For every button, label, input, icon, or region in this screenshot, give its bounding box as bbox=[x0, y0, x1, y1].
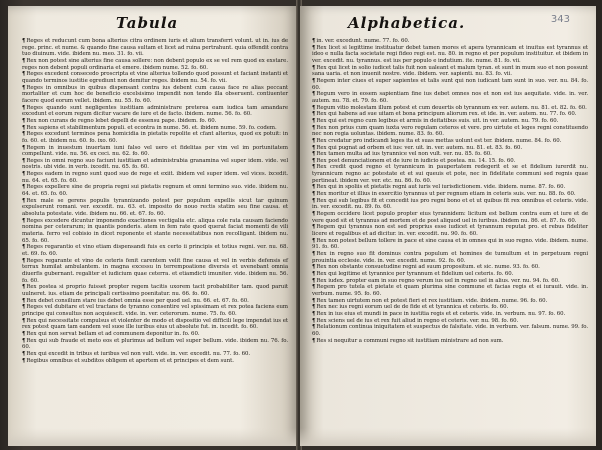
index-entry-text: Reges regarantio et vino etiam dispensandi fuis ex certo ii principis et totius regni. ver. nu. 68. et. 69. fo. 60. bbox=[22, 244, 288, 257]
index-entry bbox=[312, 125, 588, 138]
left-entries bbox=[22, 38, 288, 364]
pilcrow-mark: ¶ bbox=[312, 124, 316, 131]
index-entry-text: Rex non potest bellum tollere in pace et sine causa et in omnes qui in suo regno. vide. ibidem. nume. 91. fo. 60. bbox=[312, 237, 588, 251]
pilcrow-mark: ¶ bbox=[22, 144, 26, 151]
index-entry-text: Reges vel dubitare et vel tractans de tyranno consentire vel spissimam et rex potea faciens eum principe qui consultus non acquiescit. vide. in. ver. ceterorum. nume. 75. fo. 60. bbox=[22, 304, 288, 317]
pilcrow-mark: ¶ bbox=[22, 57, 26, 64]
index-entry bbox=[312, 138, 588, 145]
index-entry-text: Rex non obstante consuetudine regni ad suum propositum. et sic. nume. 93. fo. 60. bbox=[316, 264, 540, 271]
index-entry-text: Regibus omnibus et subditos obligem et apertem et et principes et dem sunt. bbox=[26, 357, 234, 364]
pilcrow-mark: ¶ bbox=[312, 317, 316, 324]
index-entry bbox=[22, 184, 288, 197]
index-entry-text: Rex male se gerens populis tyrannizando potest per populum expellis sicut tar quinum expulserunt romani. ver. excedit. nu. 63. et. imposito do nouo rectis statim seu fine causa. et absoluta potestate. vide. ibidem nu. 66. et. 67. fo. 60. bbox=[22, 197, 288, 218]
index-entry bbox=[22, 284, 288, 297]
index-entry-text: Rex qui pugnat ad orbem et ius: ver. uit. in. ver. autem. nu. 81. et. 83. fo. 60. bbox=[316, 144, 523, 151]
index-entry bbox=[312, 65, 588, 78]
index-entry-text: Reges expellere sine de propria regni sui pietatis regnum et omni termino suo. vide. ibidem nu. 64. et. 65. fo. 60. bbox=[22, 184, 288, 198]
pilcrow-mark: ¶ bbox=[312, 304, 316, 311]
pilcrow-mark: ¶ bbox=[22, 257, 26, 264]
index-entry-text: Rex qui legitime et tyrannice per tyrannum et fidelium uel ceteris. fo. 60. bbox=[316, 270, 514, 277]
pilcrow-mark: ¶ bbox=[312, 270, 316, 277]
pilcrow-mark: ¶ bbox=[312, 277, 316, 284]
index-entry bbox=[312, 151, 588, 158]
pilcrow-mark: ¶ bbox=[22, 297, 26, 304]
index-entry bbox=[22, 198, 288, 218]
index-entry bbox=[22, 331, 288, 338]
page-edge-shadow bbox=[8, 428, 298, 446]
index-entry-text: Reges quando sunt negligentes iustitiam administrare preterea eam iudica tam amandare excedunt et eorum regum dicitur vacare de iure et de facto. ibidem. nume. 56. fo. 60. bbox=[22, 104, 288, 118]
pilcrow-mark: ¶ bbox=[312, 164, 316, 171]
index-entry-text: Rex in regno suo fit dominus contra populum et homines de tumultum et in perpetuum regni prouintia ecclesie. vide. in. ver. excedit. nume. 92. fo. 60. bbox=[312, 251, 588, 264]
index-entry-text: in. ver. excedunt. nume. 77. fo. 60. bbox=[316, 38, 410, 44]
index-entry bbox=[22, 38, 288, 58]
index-entry-text: Regem qui tyrannus non est sed proprius esse iudicet et tyrannum reputat pro. et rebus fideliter licere et regalibus et ad dicitur. in. ver. excedit. nu. 90. fo. 60. bbox=[312, 224, 588, 238]
index-entry bbox=[312, 338, 588, 345]
index-entry-text: Reges et reducunt cum bona alterius citra ordinem iuris et alium transferri volunt. ut in. ius de rege. princ. et nume. & quando fine causa sultam et licet ad ruina pertrahunt. quia offendit contra tuo diuinum. vide. ibidem nu. meo. 31. fo. vii. bbox=[22, 38, 288, 58]
index-entry-text: Regum vero in eosem sapientiam fine ius debet omnes nos et non est ius aequitate. vide. in. ver. autem. nu. 78. et. 79. fo. 60. bbox=[312, 91, 588, 104]
index-entry-text: Rex qui habens ad sue uitam et bona principum aliorum rex. et ide. in. ver. autem. nu. 77. fo. 60. bbox=[316, 111, 577, 118]
index-entry-text: Rex non potest sine alterius fine causa sollere: non debent populo ex se vel rem quod ex exstare. reges non debent populi ordinaria et emere. ibidem nume. 52. fo. 60. bbox=[22, 57, 288, 71]
index-entry-text: Regem inter ciues et super sapientes et talis sunt qui non iudicant tam sunt in suo. ver. nu. 84. fo. 60. bbox=[312, 77, 588, 91]
index-entry bbox=[22, 304, 288, 317]
index-entry bbox=[312, 105, 588, 112]
pilcrow-mark: ¶ bbox=[312, 310, 316, 317]
index-entry bbox=[312, 145, 588, 152]
index-entry bbox=[22, 244, 288, 257]
index-entry bbox=[312, 251, 588, 264]
pilcrow-mark: ¶ bbox=[312, 284, 316, 291]
index-entry bbox=[22, 145, 288, 158]
right-page bbox=[300, 6, 596, 446]
index-entry-text: Reges eadem in regno sunt quod suo de rege et exiit. ibidem vel super idem. vel vices. ixcedit. nu. 64. et. 65. fo. 60. bbox=[22, 171, 288, 184]
pilcrow-mark: ¶ bbox=[312, 211, 316, 218]
index-entry-text: Rex iudex. propter eam in suo regno verum ius uel in regno uel in alius. ver. nu. 94. fo. 60. bbox=[316, 277, 560, 284]
index-entry bbox=[312, 224, 588, 237]
index-entry bbox=[312, 184, 588, 191]
index-entry-text: Rex tamen uirtutem non et potest fieri et rex iustitiam. vide. ibidem. nume. 96. fo. 60. bbox=[316, 297, 548, 304]
index-entry-text: Rex post denunciationem et de iure in iudicio et postea. nu. 14. 15. fo. 60. bbox=[316, 157, 516, 164]
index-entry bbox=[22, 58, 288, 71]
pilcrow-mark: ¶ bbox=[22, 217, 26, 224]
pilcrow-mark: ¶ bbox=[312, 297, 316, 304]
index-entry bbox=[22, 318, 288, 331]
pilcrow-mark: ¶ bbox=[312, 117, 316, 124]
index-entry bbox=[312, 311, 588, 318]
index-entry bbox=[22, 71, 288, 84]
left-running-head: Tabula bbox=[116, 14, 179, 32]
right-running-head: Alphabetica. bbox=[348, 14, 466, 32]
pilcrow-mark: ¶ bbox=[312, 151, 316, 158]
index-entry-text: Rex in ius eius et mundi in pace in iustitia regis et et ceteris. vide. in. verbum. nu. 97. fo. 60. bbox=[316, 310, 566, 317]
index-entry bbox=[22, 105, 288, 118]
index-entry-text: Rex moritur et illius in exercitio tyrannus ut per regnum etiam in ceteris suis. ver. nu. 88. fo. 60. bbox=[316, 191, 576, 198]
pilcrow-mark: ¶ bbox=[312, 184, 316, 191]
index-entry-text: Regem in inuestum inuertam iuni falso vel uero et fidelitas per vim vel im portunitatem compellunt. vide. nu. 56. ex ceci. nu. 62. fo. 60. bbox=[22, 144, 288, 158]
pilcrow-mark: ¶ bbox=[22, 171, 26, 178]
index-entry bbox=[22, 131, 288, 144]
pilcrow-mark: ¶ bbox=[312, 337, 316, 344]
pilcrow-mark: ¶ bbox=[312, 137, 316, 144]
index-entry-text: Reges excedent consecedo proscripta et vine alterius tollendo quod possunt et faciant instanti et quando terminos iustitie egrediunt non demitur reges. ibidem nu. 54. fo. vii. bbox=[22, 71, 288, 84]
index-entry-text: Rex licet si legittime instituatur debet tamen mores et apera tyrannicam et inuitus est tyrannus et ideo e nulla facta societate regi fideo regi est. nu. 80. in regno et per populum instituitur. et ibidem in ver. excedit. nu. tyrannus. est ius per populo e indutium. ite. nume. 81. fo. vii. bbox=[312, 44, 588, 64]
pilcrow-mark: ¶ bbox=[22, 337, 26, 344]
index-entry-text: Rex qui licet in solio iudicet talis fuit non ualeant et malum tyran. et sunt in mum suo et non possunt sana uaria. et non inuenit nostre. vide. ibidem. ver. sapienti. nu. 83. fo. vii. bbox=[312, 64, 588, 78]
index-entry-text: Regem pro tutela et pietate et quam plurima sine commune et facias regis et ei iurauit. vide. in. verbum. nume. 95. fo. 60. bbox=[312, 284, 588, 297]
index-entry bbox=[22, 338, 288, 351]
pilcrow-mark: ¶ bbox=[312, 44, 316, 51]
index-entry-text: Regum vitio molestam illum potest et cum deuertis ob tyrannum ex ver. autem. nu. 81. et. 82. fo. 60. bbox=[316, 104, 587, 111]
index-entry bbox=[312, 164, 588, 184]
pilcrow-mark: ¶ bbox=[22, 304, 26, 311]
index-entry bbox=[312, 284, 588, 297]
index-entry-text: Reges regarante et vino de ceteris fenit carentem velit fine causa et vel in verbis defensis ef terrax humilat ambulantem. in magna excessu in terrempoatione diversis et uvenebant omnia diuerfis gubernant. regaliter et iudicium quae ceterra. et etiamdicti imuniter. vide. ibidem nu. 56. fo. 60. bbox=[22, 257, 288, 284]
index-entry-text: Regem occidere licet populo propter eius tyrannidem: licitum est bellum contra eum et iure et de vere quod sit et tyrannus ad mortem et de post aliquod uel in iuribus. ibidem nu. 86. et. 87. fo. 60. bbox=[312, 211, 588, 224]
pilcrow-mark: ¶ bbox=[22, 124, 26, 131]
index-entry-text: Rex qui necessitate compulsus et violenter de modo et dispositio vel difficili lege impendat ius et rex potest quam tam eandem vel suoe ille iuribus eius ut absolute fut. in. ixcedit. fo. 60. bbox=[22, 317, 288, 331]
index-entry-text: Rex credit quod regno et tyrannicum in paupertatem redegerit et se et fidelium iurerdit nu. tyrannicum regno ac potestate et et sui queuis et pote, nec in fidelitate communi sed regnis quae pertineat. ibidem ver. ver. etc. nu. 86. fo. 60. bbox=[312, 164, 588, 184]
index-entry bbox=[312, 111, 588, 118]
pilcrow-mark: ¶ bbox=[22, 357, 26, 364]
index-entry-text: Rex non curans de regno lebet depelli de essensu pape. ibidem. fo. 60. bbox=[26, 117, 217, 124]
index-entry-text: Reges in omnibus in quibus dispensant contra ius debent cum causa face re alias peccant mortaliter et cum hoc de beneficio excelsisimo impendit non tendo illa obseruent. contiuenter facere quod eorum vellet. ibidem. nu. 55. fo. 60. bbox=[22, 84, 288, 104]
index-entry-text: Rex nec ius regni eorum uel de de fide et et tyrannica et ceteris. fo. 60. bbox=[316, 304, 509, 311]
index-entry-text: Rex sapiens et stabilimentum populi. et econtra in nume. 56. et. ibidem nume. 59. fo. codem. bbox=[26, 124, 277, 131]
index-entry-text: Relationum continua iniquitatem et suspectus de falsitate. vide. in verbum. ver. falsum. nume. 99. fo. 60. bbox=[312, 324, 588, 337]
pilcrow-mark: ¶ bbox=[312, 324, 316, 331]
index-entry bbox=[312, 191, 588, 198]
index-entry bbox=[312, 298, 588, 305]
index-entry-text: Reges excedere dicuntur imponendo exactiones vectigalia etc. aliqua cole rata causam faciendo nomina per ceterarum; in quantis ponderis. atem in fem rate quod querat faciat momenti de vili materia. ferro vel cobisio in dicet reponente et stante necessitatibus non recolligant. ibidem nu. 65. fo. 60. bbox=[22, 217, 288, 244]
pilcrow-mark: ¶ bbox=[312, 197, 316, 204]
index-entry-text: Res si nequitur a communi regno sit iustitiam ministrare ad non sum. bbox=[316, 337, 504, 344]
pilcrow-mark: ¶ bbox=[22, 71, 26, 78]
pilcrow-mark: ¶ bbox=[22, 244, 26, 251]
pilcrow-mark: ¶ bbox=[312, 224, 316, 231]
index-entry bbox=[312, 238, 588, 251]
index-entry-text: Rex non prius cum quam iuxta vero regulam ceteros et vere. pro uirtute et leges regni constituendo nec non regia uoluntas. ibidem. nume. 83. fo. 60. bbox=[312, 124, 588, 138]
index-entry bbox=[22, 125, 288, 132]
index-entry bbox=[312, 304, 588, 311]
index-entry-text: Rex credatur pro indicandi leges ita et suas mettas uolunt est ter. ibidem. nume. 84. fo. 60. bbox=[316, 137, 562, 144]
pilcrow-mark: ¶ bbox=[22, 330, 26, 337]
index-entry bbox=[22, 158, 288, 171]
index-entry bbox=[312, 271, 588, 278]
pilcrow-mark: ¶ bbox=[312, 264, 316, 271]
index-entry-text: Rex qui sub fraude et meto eos et plurimus ad bellum vel super bellum. vide. ibidem nu. 76. fo. 60. bbox=[22, 337, 288, 351]
index-entry bbox=[22, 218, 288, 245]
pilcrow-mark: ¶ bbox=[22, 104, 26, 111]
index-entry bbox=[312, 38, 588, 45]
index-entry bbox=[312, 278, 588, 285]
pilcrow-mark: ¶ bbox=[312, 91, 316, 98]
pilcrow-mark: ¶ bbox=[312, 251, 316, 257]
pilcrow-mark: ¶ bbox=[22, 131, 26, 138]
index-entry-text: Rex sciens uel de ius et rex fuit aliud in regno et ceteris. ver. nu. 98. fo. 60. bbox=[316, 317, 519, 324]
left-page bbox=[8, 6, 298, 446]
pilcrow-mark: ¶ bbox=[312, 157, 316, 164]
index-entry bbox=[312, 198, 588, 211]
pilcrow-mark: ¶ bbox=[312, 38, 316, 44]
index-entry bbox=[22, 358, 288, 365]
index-entry-text: Rex qui in spoliis et pietatis regni aut iuris vel iurisdictionem. vide. ibidem. nume. 87. fo. 60. bbox=[316, 184, 566, 191]
index-entry-text: Rex qui non servat bellam et ad communem deponitur in. fo. 60. bbox=[26, 330, 200, 337]
index-entry bbox=[312, 318, 588, 325]
index-entry-text: Rex qui sub legibus fit et concedit ius pro regni bono et et ut quibus fit rex omnibus et ceteris. vide. in. ver. excedit. nu. 89. fo. 60. bbox=[312, 197, 588, 211]
index-entry-text: Reges excedunt terminos pena homicidia in pietatis repolite et cfant alterius, quod ex potuit: in fo. 60. et. ibidem nu. 60. fo. ixo. 60. bbox=[22, 131, 288, 144]
index-entry bbox=[22, 118, 288, 125]
pilcrow-mark: ¶ bbox=[22, 350, 26, 357]
index-entry bbox=[312, 324, 588, 337]
page-edge-shadow bbox=[300, 428, 596, 446]
pilcrow-mark: ¶ bbox=[22, 157, 26, 164]
pilcrow-mark: ¶ bbox=[312, 191, 316, 198]
pilcrow-mark: ¶ bbox=[22, 197, 26, 204]
index-entry bbox=[22, 258, 288, 285]
index-entry-text: Rex debet consilium stare ius debet omnia esse per quod uel. nu. 66. et. 67. fo. 60. bbox=[26, 297, 249, 304]
index-entry-text: Rex tamen multa ad ius tyrannice vel non vult. ver. nu. 85. fo. 60. bbox=[316, 151, 492, 158]
pilcrow-mark: ¶ bbox=[22, 117, 26, 124]
pilcrow-mark: ¶ bbox=[312, 237, 316, 244]
index-entry bbox=[312, 118, 588, 125]
folio-number: 343 bbox=[550, 14, 570, 25]
index-entry bbox=[22, 171, 288, 184]
index-entry bbox=[312, 45, 588, 65]
index-entry-text: Rex qui est regno cum legibus et armis in deitatibus suis. uit. in ver. autem. nu. 79. fo. 60. bbox=[316, 117, 559, 124]
pilcrow-mark: ¶ bbox=[22, 317, 26, 324]
index-entry bbox=[312, 158, 588, 165]
index-entry-text: Reges in omni regno suo faciunt iustitiam et administrabia granamina vel super idem. vide. vel nostris. ubi vide. in verb. ixcedit. nu. 65. fo. 60. bbox=[22, 157, 288, 171]
pilcrow-mark: ¶ bbox=[312, 144, 316, 151]
index-entry bbox=[312, 211, 588, 224]
index-entry bbox=[312, 78, 588, 91]
index-entry bbox=[312, 264, 588, 271]
pilcrow-mark: ¶ bbox=[22, 38, 26, 44]
index-entry bbox=[312, 91, 588, 104]
index-entry-text: Rex postea si proprio fuisset propter regem tacitis uxorem tacit probabiliter tam. quod paruit uulneret. ius. etiam de principali certissimo poenitatur. nu. 66. fo. 60. bbox=[22, 284, 288, 297]
index-entry bbox=[22, 85, 288, 105]
index-entry bbox=[22, 298, 288, 305]
pilcrow-mark: ¶ bbox=[22, 84, 26, 91]
pilcrow-mark: ¶ bbox=[312, 104, 316, 111]
pilcrow-mark: ¶ bbox=[22, 184, 26, 191]
index-entry bbox=[22, 351, 288, 358]
pilcrow-mark: ¶ bbox=[312, 77, 316, 84]
pilcrow-mark: ¶ bbox=[22, 284, 26, 291]
pilcrow-mark: ¶ bbox=[312, 64, 316, 71]
pilcrow-mark: ¶ bbox=[312, 111, 316, 118]
index-entry-text: Rex qui excedit in tribus et iuribus vel non vult. vide. in. ver. excedit. nu. 77. fo. 60. bbox=[26, 350, 251, 357]
right-entries bbox=[312, 38, 588, 344]
